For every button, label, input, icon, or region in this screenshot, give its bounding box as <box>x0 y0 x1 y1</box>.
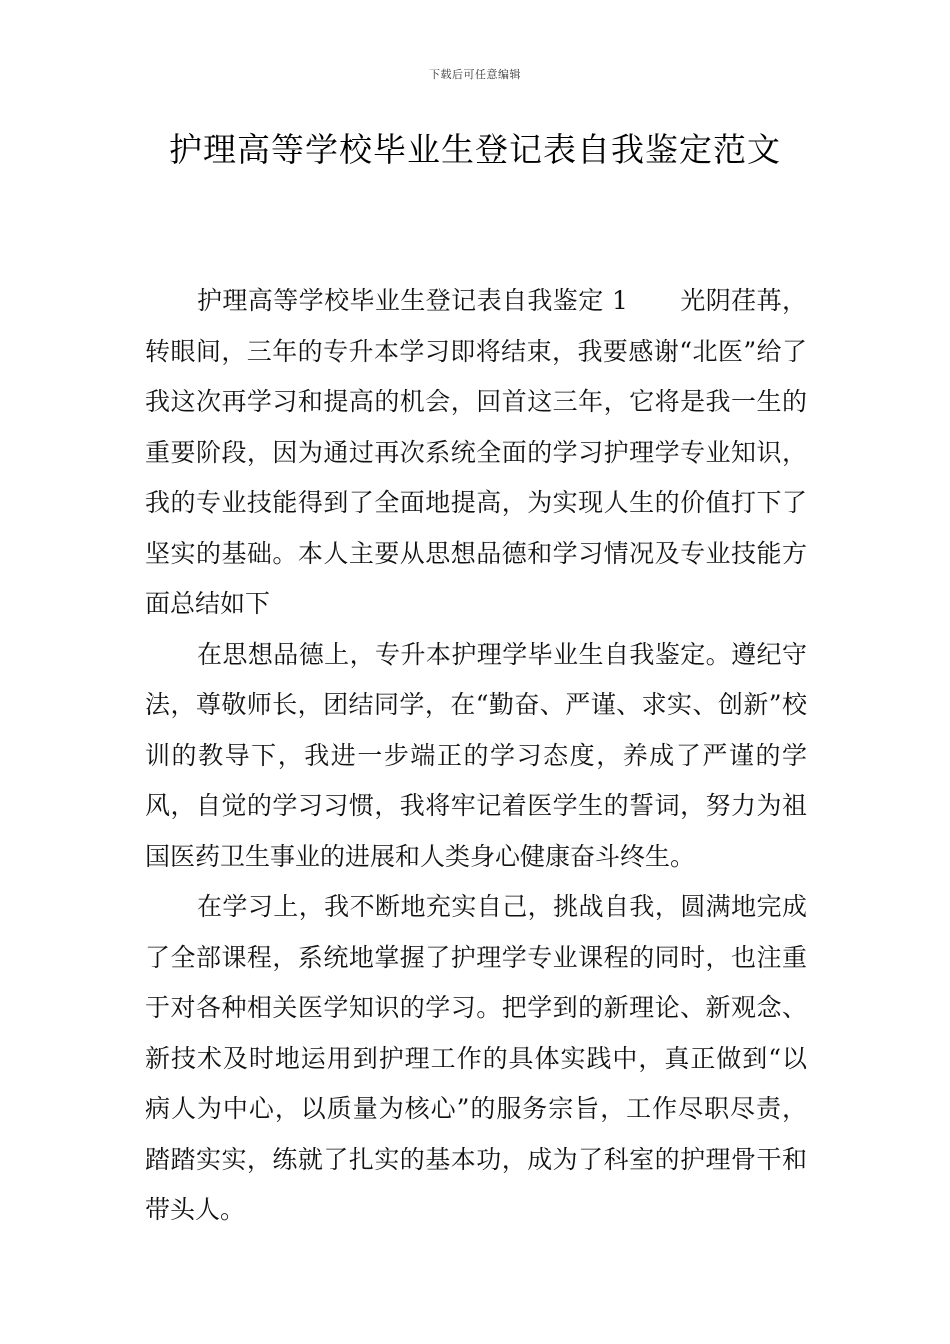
header-note: 下载后可任意编辑 <box>429 68 521 81</box>
document-title: 护理高等学校毕业生登记表自我鉴定范文 <box>169 130 781 169</box>
paragraph-3: 在学习上，我不断地充实自己，挑战自我，圆满地完成了全部课程，系统地掌握了护理学专业课程的同时，也注重于对各种相关医学知识的学习。把学到的新理论、新观念、新技术及时地运用到护理工作的具体实践中，真正做到“以病人为中心，以质量为核心”的服务宗旨，工作尽职尽责，踏踏实实，练就了扎实的基本功，成为了科室的护理骨干和带头人。 <box>145 892 807 1224</box>
document-body <box>145 276 807 1236</box>
paragraph-1-text: 光阴荏苒，转眼间，三年的专升本学习即将结束，我要感谢“北医”给了我这次再学习和提高的机会，回首这三年，它将是我一生的重要阶段，因为通过再次系统全面的学习护理学专业知识，我的专业技能得到了全面地提高，为实现人生的价值打下了坚实的基础。本人主要从思想品德和学习情况及专业技能方面总结如下 <box>145 286 807 618</box>
section-heading: 护理高等学校毕业生登记表自我鉴定 1 <box>197 286 628 315</box>
paragraph-1 <box>145 276 807 630</box>
paragraph-2: 在思想品德上，专升本护理学毕业生自我鉴定。遵纪守法，尊敬师长，团结同学，在“勤奋、严谨、求实、创新”校训的教导下，我进一步端正的学习态度，养成了严谨的学风，自觉的学习习惯，我将牢记着医学生的誓词，努力为祖国医药卫生事业的进展和人类身心健康奋斗终生。 <box>145 639 807 871</box>
